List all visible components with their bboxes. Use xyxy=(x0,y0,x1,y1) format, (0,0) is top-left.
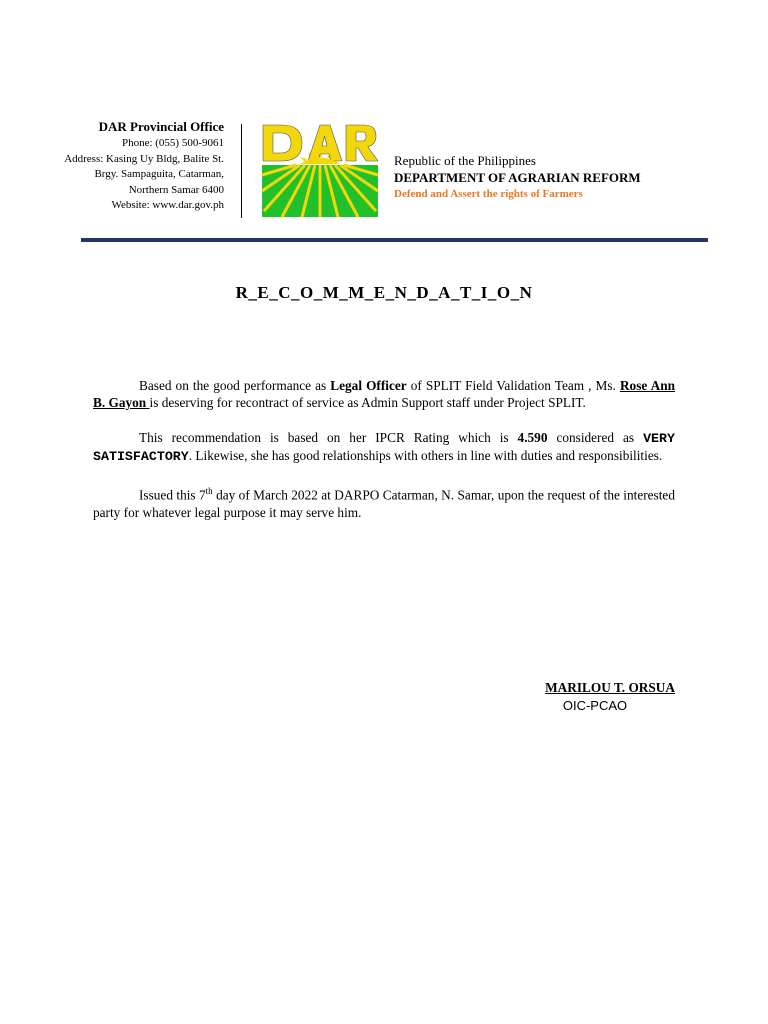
signatory-block xyxy=(495,679,675,714)
signatory-name: MARILOU T. ORSUA xyxy=(545,680,675,695)
office-title: DAR Provincial Office xyxy=(98,119,224,134)
header-divider xyxy=(81,238,708,242)
paragraph-3 xyxy=(93,483,675,521)
office-phone: Phone: (055) 500-9061 xyxy=(121,137,224,149)
p2-adjective: VERY SATISFACTORY xyxy=(93,430,675,465)
department-name: DEPARTMENT OF AGRARIAN REFORM xyxy=(394,170,641,185)
office-address-line2: Brgy. Sampaguita, Catarman, xyxy=(94,168,224,180)
document-body xyxy=(93,377,675,538)
paragraph-2 xyxy=(93,429,675,466)
office-address-block xyxy=(4,118,224,214)
p3-superscript: th xyxy=(205,485,213,496)
paragraph-1 xyxy=(93,377,675,412)
office-address-line1: Address: Kasing Uy Bldg, Balite St. xyxy=(64,152,224,165)
p2-text-2: considered as xyxy=(547,429,644,445)
document-title: R_E_C_O_M_M_E_N_D_A_T_I_O_N xyxy=(235,283,533,302)
p2-rating: 4.590 xyxy=(517,429,548,445)
p2-text-3: . Likewise, she has good relationships with others in line with duties and responsibilities. xyxy=(188,448,663,464)
agency-block xyxy=(394,152,641,202)
p1-name: Rose Ann B. Gayon xyxy=(93,378,675,411)
p1-text-1: Based on the good performance as xyxy=(139,378,331,393)
signatory-title: OIC-PCAO xyxy=(562,697,628,713)
header-vertical-divider xyxy=(241,124,242,218)
p1-role: Legal Officer xyxy=(330,378,407,393)
p3-text-1: Issued this 7 xyxy=(139,487,206,503)
republic-label: Republic of the Philippines xyxy=(394,153,536,168)
p3-text-2: day of March 2022 at DARPO Catarman, N. Samar, upon the request of the interested party for whatever legal purpose it may serve him. xyxy=(93,487,675,520)
p1-text-3: is deserving for recontract of service as Admin Support staff under Project SPLIT. xyxy=(149,395,586,411)
agency-motto: Defend and Assert the rights of Farmers xyxy=(394,188,583,200)
dar-logo xyxy=(260,121,380,219)
p2-text-1: This recommendation is based on her IPCR Rating which is xyxy=(139,429,518,445)
p1-text-2: of SPLIT Field Validation Team , Ms. xyxy=(406,378,620,393)
office-website: Website: www.dar.gov.ph xyxy=(111,199,224,211)
office-address-line3: Northern Samar 6400 xyxy=(128,183,224,196)
